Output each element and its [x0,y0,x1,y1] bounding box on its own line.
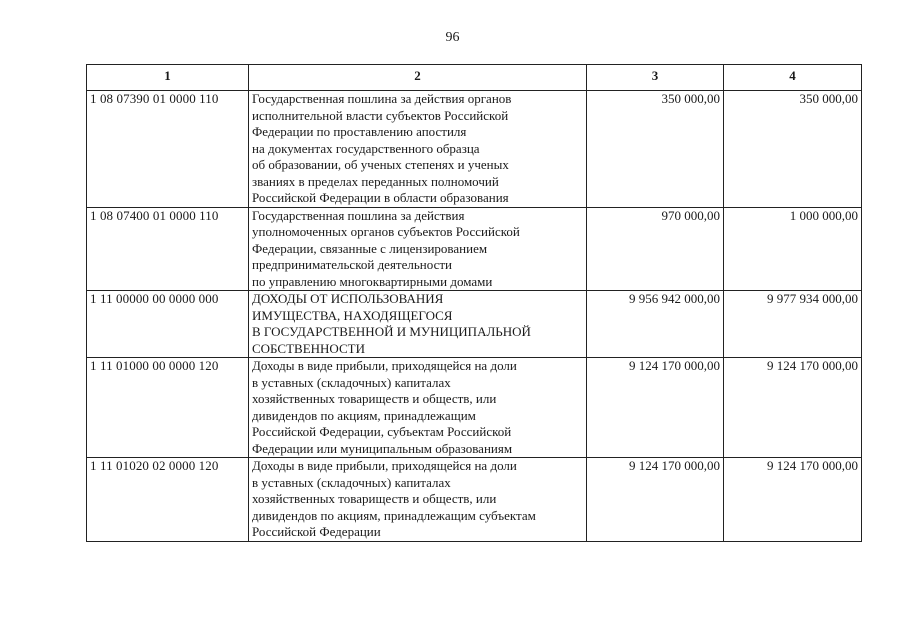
revenue-name-line: по управлению многоквартирными домами [252,273,493,289]
revenue-name-line: дивидендов по акциям, принадлежащим [252,407,476,423]
table-row [87,458,862,542]
revenue-name-line: Российской Федерации в области образования [252,190,509,205]
revenue-name-line: Государственная пошлина за действия органов [252,91,512,106]
table-row [87,91,862,208]
revenue-code-cell: 1 11 01020 02 0000 120 [87,458,249,542]
revenue-name-line: об образовании, об ученых степенях и ученых [252,157,509,172]
amount-col-3-cell: 9 124 170 000,00 [587,358,724,458]
revenue-name-line: предпринимательской деятельности [252,257,452,272]
revenue-name-line: ИМУЩЕСТВА, НАХОДЯЩЕГОСЯ [252,307,453,323]
revenue-name-line: в уставных (складочных) капиталах [252,374,451,390]
revenue-name-line: Доходы в виде прибыли, приходящейся на доли [252,358,517,373]
amount-col-4-cell: 9 977 934 000,00 [724,291,862,358]
revenue-name-line: ДОХОДЫ ОТ ИСПОЛЬЗОВАНИЯ [252,291,444,306]
revenue-name-line: Государственная пошлина за действия [252,207,465,223]
amount-col-3-cell: 9 956 942 000,00 [587,291,724,358]
amount-col-4-cell: 350 000,00 [724,91,862,208]
revenue-name-cell [249,458,587,542]
revenue-name-cell [249,207,587,291]
revenue-name-line: на документах государственного образца [252,140,480,156]
revenue-name-line: Федерации по проставлению апостиля [252,124,467,139]
revenue-name-line: Российской Федерации [252,524,381,539]
revenue-name-cell [249,291,587,358]
table-row [87,358,862,458]
revenue-name-line: званиях в пределах переданных полномочий [252,173,499,189]
revenue-name-line: исполнительной власти субъектов Российской [252,107,509,123]
revenue-code-cell: 1 11 00000 00 0000 000 [87,291,249,358]
amount-col-4-cell: 9 124 170 000,00 [724,458,862,542]
amount-col-4-cell: 1 000 000,00 [724,207,862,291]
header-col-1: 1 [87,65,249,91]
revenue-name-line: СОБСТВЕННОСТИ [252,340,365,356]
revenue-code-cell: 1 11 01000 00 0000 120 [87,358,249,458]
header-col-4: 4 [724,65,862,91]
amount-col-4-cell: 9 124 170 000,00 [724,358,862,458]
revenue-name-line: Федерации или муниципальным образованиям [252,440,513,456]
page-number: 96 [445,30,460,45]
header-col-2: 2 [249,65,587,91]
revenue-name-cell [249,91,587,208]
revenue-name-line: дивидендов по акциям, принадлежащим субъектам [252,507,536,523]
revenue-name-line: В ГОСУДАРСТВЕННОЙ И МУНИЦИПАЛЬНОЙ [252,324,531,339]
revenue-name-line: Российской Федерации, субъектам Российской [252,424,512,439]
amount-col-3-cell: 970 000,00 [587,207,724,291]
revenue-name-cell [249,358,587,458]
table-body [87,91,862,542]
revenue-code-cell: 1 08 07390 01 0000 110 [87,91,249,208]
revenue-code-cell: 1 08 07400 01 0000 110 [87,207,249,291]
revenue-name-line: хозяйственных товариществ и обществ, или [252,491,497,506]
revenue-name-line: Доходы в виде прибыли, приходящейся на доли [252,458,517,473]
table-header-row [87,65,862,91]
amount-col-3-cell: 9 124 170 000,00 [587,458,724,542]
header-col-3: 3 [587,65,724,91]
revenue-name-line: в уставных (складочных) капиталах [252,474,451,490]
table-row [87,207,862,291]
revenue-name-line: хозяйственных товариществ и обществ, или [252,391,497,406]
table-row [87,291,862,358]
amount-col-3-cell: 350 000,00 [587,91,724,208]
revenue-name-line: уполномоченных органов субъектов Российской [252,224,520,239]
revenue-name-line: Федерации, связанные с лицензированием [252,240,488,256]
revenue-table [86,64,862,542]
